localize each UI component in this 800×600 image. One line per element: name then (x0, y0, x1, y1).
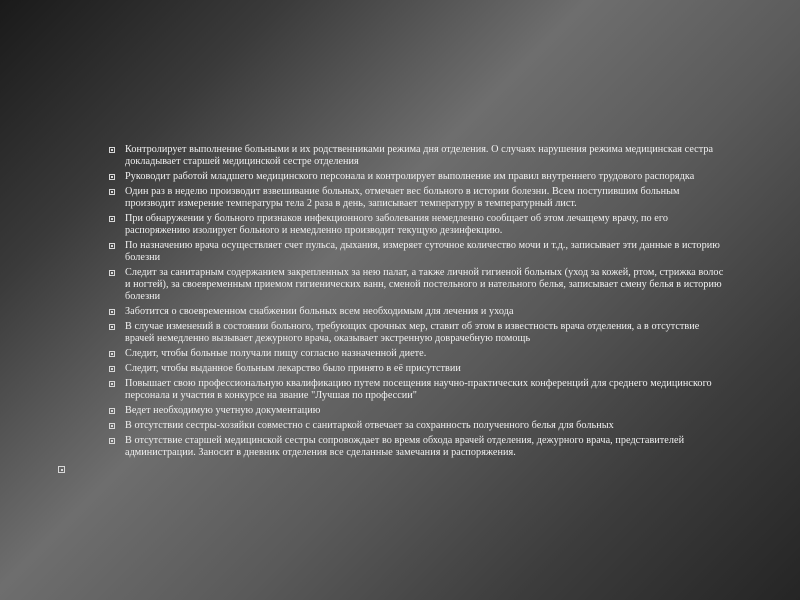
square-bullet-icon (109, 324, 115, 330)
bullet-text: По назначению врача осуществляет счет пульса, дыхания, измеряет суточное количество мочи и т.д., записывает эти данные в историю болезни (125, 240, 720, 263)
empty-bullet-icon (58, 466, 65, 473)
square-bullet-icon (109, 270, 115, 276)
square-bullet-icon (109, 243, 115, 249)
bullet-text: В случае изменений в состоянии больного, требующих срочных мер, ставит об этом в известность врача отделения, а в отсутствие врачей немедленно вызывает дежурного врача, оказывает экстренную доврачебную помощь (125, 321, 700, 344)
bullet-text: Один раз в неделю производит взвешивание больных, отмечает вес больного в истории болезни. Всем поступившим больным производит измерение температуры тела 2 раза в день, записывает температуру в температурный лист. (125, 186, 680, 209)
square-bullet-icon (109, 423, 115, 429)
bullet-text: Ведет необходимую учетную документацию (125, 405, 321, 416)
square-bullet-icon (109, 408, 115, 414)
list-item (105, 144, 730, 168)
bullet-text: Руководит работой младшего медицинского персонала и контролирует выполнение им правил внутреннего трудового распорядка (125, 171, 695, 182)
square-bullet-icon (109, 174, 115, 180)
list-item (105, 213, 730, 237)
square-bullet-icon (109, 309, 115, 315)
bullet-text: Контролирует выполнение больными и их родственниками режима дня отделения. О случаях нарушения режима медицинская сестра докладывает старшей медицинской сестре отделения (125, 144, 714, 167)
list-item (105, 306, 730, 318)
list-item (105, 420, 730, 432)
list-item (105, 321, 730, 345)
list-item (105, 240, 730, 264)
list-item (105, 267, 730, 303)
list-item (105, 435, 730, 459)
bullet-text: В отсутствии сестры-хозяйки совместно с санитаркой отвечает за сохранность полученного белья для больных (125, 420, 614, 431)
list-item (105, 363, 730, 375)
list-item (105, 171, 730, 183)
bullet-text: При обнаружении у больного признаков инфекционного заболевания немедленно сообщает об этом лечащему врачу, по его распоряжению изолирует больного и немедленно производит текущую дезинфекцию. (125, 213, 668, 236)
bullet-text: Следит, чтобы больные получали пищу согласно назначенной диете. (125, 348, 427, 359)
bullet-list (105, 144, 730, 462)
bullet-text: Следит за санитарным содержанием закрепленных за нею палат, а также личной гигиеной больных (уход за кожей, ртом, стрижка волос и ногтей), за своевременным приемом гигиенических ванн, сменой постельного и нательного белья, записывает смену белья в историю болезни (125, 267, 724, 302)
bullet-text: Заботится о своевременном снабжении больных всем необходимым для лечения и ухода (125, 306, 514, 317)
square-bullet-icon (109, 189, 115, 195)
square-bullet-icon (109, 351, 115, 357)
bullet-text: Повышает свою профессиональную квалификацию путем посещения научно-практических конференций для среднего медицинского персонала и участия в конкурсе на звание "Лучшая по профессии" (125, 378, 712, 401)
square-bullet-icon (109, 381, 115, 387)
square-bullet-icon (109, 216, 115, 222)
bullet-text: В отсутствие старшей медицинской сестры сопровождает во время обхода врачей отделения, дежурного врача, представителей администрации. Заносит в дневник отделения все сделанные замечания и распоряжения. (125, 435, 685, 458)
list-item (105, 348, 730, 360)
square-bullet-icon (109, 438, 115, 444)
list-item (105, 405, 730, 417)
list-item (105, 186, 730, 210)
bullet-text: Следит, чтобы выданное больным лекарство было принято в её присутствии (125, 363, 461, 374)
list-item (105, 378, 730, 402)
square-bullet-icon (109, 366, 115, 372)
square-bullet-icon (109, 147, 115, 153)
